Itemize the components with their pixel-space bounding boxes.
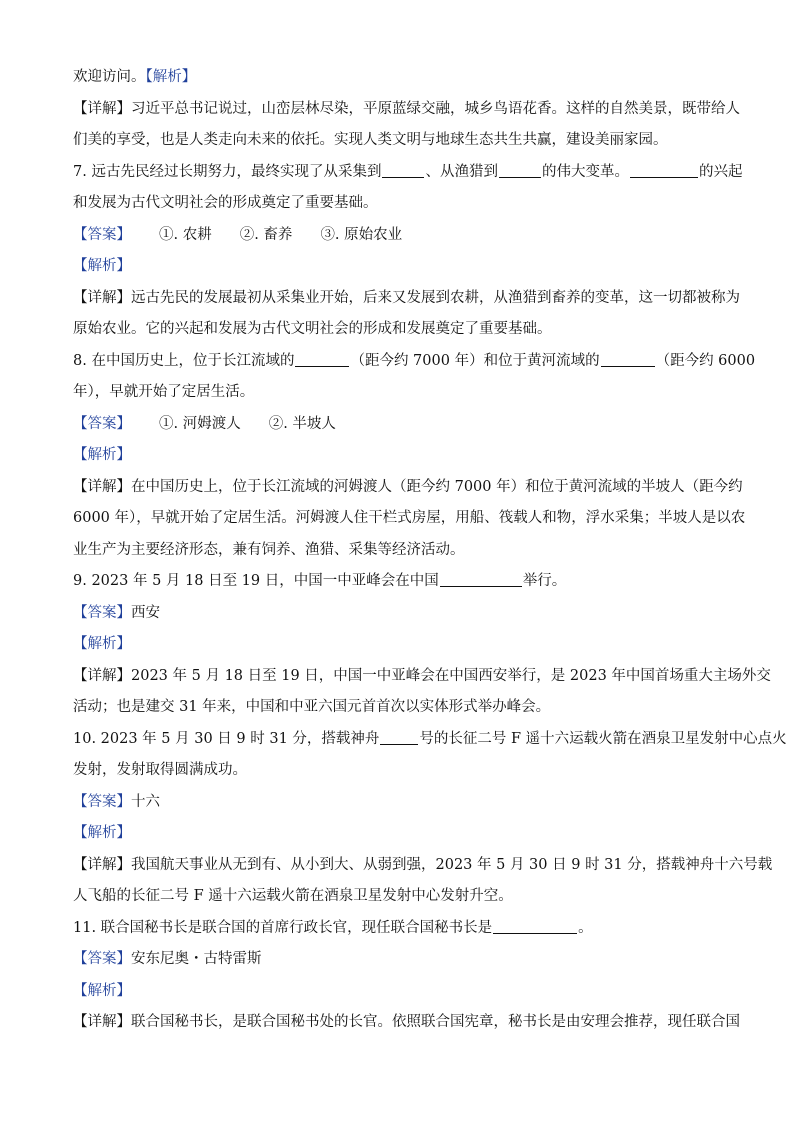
q11-detail-line-1 xyxy=(73,1007,740,1039)
q10-detail-line-1 xyxy=(73,850,773,882)
q10-analysis-line xyxy=(73,818,724,850)
analysis-tag: 【解析】 xyxy=(73,258,131,274)
q10-detail-line-2 xyxy=(73,881,724,913)
answer-tag: 【答案】 xyxy=(73,793,131,810)
q7-detail-line-2 xyxy=(73,314,724,346)
q10-blank-1 xyxy=(380,729,418,745)
q9-text-b: 举行。 xyxy=(522,573,567,589)
answer-tag: 【答案】 xyxy=(73,226,131,243)
q7-answer-line xyxy=(73,220,724,252)
answer-tag: 【答案】 xyxy=(73,415,131,432)
prev-detail-line-1 xyxy=(73,94,740,126)
q7-detail-text-1: 远古先民的发展最初从采集业开始，后来又发展到农耕，从渔猎到畜养的变革，这一切都被称为 xyxy=(131,289,740,306)
detail-tag: 【详解】 xyxy=(73,856,131,873)
detail-tag: 【详解】 xyxy=(73,100,131,117)
detail-tag: 【详解】 xyxy=(73,1014,131,1030)
q8-detail-line-2 xyxy=(73,503,746,535)
q10-text-c: 发射，发射取得圆满成功。 xyxy=(73,762,247,778)
q8-analysis-line xyxy=(73,440,724,472)
q7-analysis-line xyxy=(73,251,724,283)
q11-text-a: 11. 联合国秘书长是联合国的首席行政长官，现任联合国秘书长是 xyxy=(73,919,493,936)
q10-answer: 十六 xyxy=(131,793,160,810)
analysis-tag: 【解析】 xyxy=(145,69,197,85)
q7-answer-2: ②. 畜养 xyxy=(239,226,293,243)
q9-detail-line-1 xyxy=(73,661,771,693)
analysis-tag: 【解析】 xyxy=(73,447,131,463)
q7-blank-3 xyxy=(630,162,698,178)
q8-answer-1: ①. 河姆渡人 xyxy=(159,415,241,432)
q7-answer-3: ③. 原始农业 xyxy=(320,226,403,243)
q7-detail-text-2: 原始农业。它的兴起和发展为古代文明社会的形成和发展奠定了重要基础。 xyxy=(73,321,552,337)
q8-detail-text-3: 业生产为主要经济形态，兼有饲养、渔猎、采集等经济活动。 xyxy=(73,541,465,558)
q7-blank-2 xyxy=(499,162,541,178)
q11-detail-text-1: 联合国秘书长，是联合国秘书处的长官。依照联合国宪章，秘书长是由安理会推荐，现任联合国 xyxy=(131,1014,740,1030)
detail-tag: 【详解】 xyxy=(73,478,131,495)
q7-text-b: 、从渔猎到 xyxy=(425,163,498,180)
q10-detail-text-1: 我国航天事业从无到有、从小到大、从弱到强，2023 年 5 月 30 日 9 时 31 分，搭载神舟十六号载 xyxy=(131,856,773,873)
q7-answer-1: ①. 农耕 xyxy=(159,226,212,243)
q10-text-a: 10. 2023 年 5 月 30 日 9 时 31 分，搭载神舟 xyxy=(73,730,380,747)
prev-item-text: 欢迎访问。 xyxy=(73,69,146,85)
q7-text-d: 的兴起 xyxy=(698,163,743,180)
detail-tag: 【详解】 xyxy=(73,667,131,684)
q7-text-c: 的伟大变革。 xyxy=(541,163,629,180)
answer-tag: 【答案】 xyxy=(73,604,131,621)
prev-detail-line-2 xyxy=(73,125,724,157)
question-10-line-1 xyxy=(73,724,787,756)
q9-analysis-line xyxy=(73,629,724,661)
q8-text-d: 年），早就开始了定居生活。 xyxy=(73,384,255,400)
q11-blank-1 xyxy=(493,918,577,934)
q8-answer-line xyxy=(73,409,724,441)
q10-answer-line xyxy=(73,787,724,819)
question-11-line-1 xyxy=(73,913,724,945)
prev-detail-text-1: 习近平总书记说过，山峦层林尽染，平原蓝绿交融，城乡鸟语花香。这样的自然美景，既带给人 xyxy=(131,100,740,117)
analysis-tag: 【解析】 xyxy=(73,982,131,999)
q11-analysis-line xyxy=(73,976,724,1008)
question-8-line-1 xyxy=(73,346,756,378)
prev-detail-text-2: 们美的享受，也是人类走向未来的依托。实现人类文明与地球生态共生共赢，建设美丽家园。 xyxy=(73,132,668,148)
q11-text-b: 。 xyxy=(578,919,593,936)
q8-blank-1 xyxy=(295,351,349,367)
question-7-line-1 xyxy=(73,157,743,189)
detail-tag: 【详解】 xyxy=(73,289,131,306)
q8-detail-line-3 xyxy=(73,535,724,567)
q8-text-a: 8. 在中国历史上，位于长江流域的 xyxy=(73,352,295,369)
q8-detail-text-1: 在中国历史上，位于长江流域的河姆渡人（距今约 7000 年）和位于黄河流域的半坡人（距今约 xyxy=(131,478,743,495)
q9-detail-text-1: 2023 年 5 月 18 日至 19 日，中国一中亚峰会在中国西安举行，是 2023 年中国首场重大主场外交 xyxy=(131,667,771,684)
analysis-tag: 【解析】 xyxy=(73,636,131,652)
q9-detail-line-2 xyxy=(73,692,724,724)
q11-answer-line xyxy=(73,944,724,976)
q8-text-b: （距今约 7000 年）和位于黄河流域的 xyxy=(350,352,600,369)
q10-text-b: 号的长征二号 F 遥十六运载火箭在酒泉卫星发射中心点火 xyxy=(419,730,787,747)
q7-detail-line-1 xyxy=(73,283,740,315)
q8-detail-text-2: 6000 年），早就开始了定居生活。河姆渡人住干栏式房屋，用船、筏载人和物，浮水采集；半坡人是以农 xyxy=(73,510,746,526)
q8-answer-2: ②. 半坡人 xyxy=(268,415,336,432)
q7-text-e: 和发展为古代文明社会的形成奠定了重要基础。 xyxy=(73,195,378,211)
q11-answer: 安东尼奥・古特雷斯 xyxy=(131,951,262,967)
q7-blank-1 xyxy=(382,162,424,178)
q10-detail-text-2: 人飞船的长征二号 F 遥十六运载火箭在酒泉卫星发射中心发射升空。 xyxy=(73,888,513,904)
q8-blank-2 xyxy=(601,351,655,367)
question-7-line-2 xyxy=(73,188,724,220)
prev-item-tail xyxy=(73,62,724,94)
q9-text-a: 9. 2023 年 5 月 18 日至 19 日，中国一中亚峰会在中国 xyxy=(73,573,439,589)
q9-blank-1 xyxy=(440,571,522,587)
analysis-tag: 【解析】 xyxy=(73,825,131,841)
q8-detail-line-1 xyxy=(73,472,743,504)
question-8-line-2 xyxy=(73,377,724,409)
q7-text-a: 7. 远古先民经过长期努力，最终实现了从采集到 xyxy=(73,163,382,180)
q9-answer-line xyxy=(73,598,724,630)
question-10-line-2 xyxy=(73,755,724,787)
q9-answer: 西安 xyxy=(131,604,160,621)
answer-tag: 【答案】 xyxy=(73,951,131,967)
question-9-line-1 xyxy=(73,566,724,598)
q9-detail-text-2: 活动；也是建交 31 年来，中国和中亚六国元首首次以实体形式举办峰会。 xyxy=(73,699,551,715)
q8-text-c: （距今约 6000 xyxy=(655,352,756,369)
